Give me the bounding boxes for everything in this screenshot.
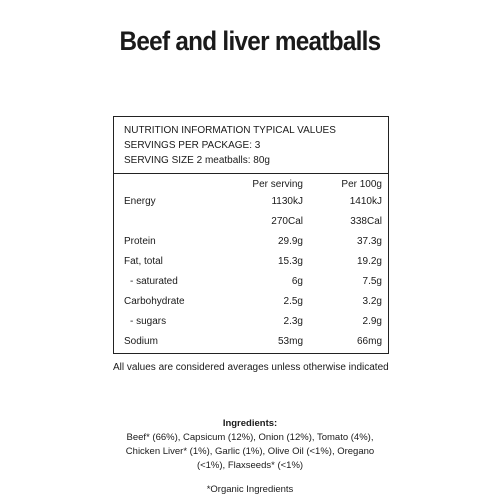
- per-100g-value: 3.2g: [362, 296, 382, 307]
- organic-note: *Organic Ingredients: [206, 484, 294, 495]
- nutrition-header: [124, 123, 336, 168]
- row-label: Fat, total: [124, 256, 163, 267]
- nutrition-row-protein: [114, 235, 388, 249]
- column-headers: [114, 178, 388, 192]
- nutrition-row-energy-cal: [114, 215, 388, 229]
- header-divider: [114, 173, 388, 174]
- per-100g-value: 338Cal: [350, 216, 382, 227]
- per-100g-value: 7.5g: [362, 276, 382, 287]
- per-serving-value: 2.5g: [283, 296, 303, 307]
- nutrition-row-sugars: [114, 315, 388, 329]
- servings-per-package: SERVINGS PER PACKAGE: 3: [124, 140, 261, 151]
- row-label: - sugars: [130, 316, 167, 327]
- nutrition-row-energy: [114, 195, 388, 209]
- row-label: Energy: [124, 196, 156, 207]
- page-title: Beef and liver meatballs: [119, 26, 381, 56]
- ingredients-list: Beef* (66%), Capsicum (12%), Onion (12%), Tomato (4%), Chicken Liver* (1%), Garlic (1%), Olive Oil (<1%), Oregano (<1%), Flaxseeds* (<1%): [125, 432, 375, 471]
- row-label: - saturated: [130, 276, 178, 287]
- row-label: Protein: [124, 236, 156, 247]
- per-100g-value: 1410kJ: [349, 196, 382, 207]
- per-serving-value: 29.9g: [277, 236, 303, 247]
- nutrition-panel: [113, 116, 389, 354]
- nutrition-row-saturated: [114, 275, 388, 289]
- per-serving-value: 2.3g: [283, 316, 303, 327]
- per-100g-value: 66mg: [356, 336, 382, 347]
- per-100g-value: 37.3g: [356, 236, 382, 247]
- nutrition-row-sodium: [114, 335, 388, 349]
- per-serving-value: 1130kJ: [271, 196, 303, 207]
- ingredients-title: Ingredients:: [222, 418, 278, 429]
- per-serving-value: 15.3g: [277, 256, 303, 267]
- per-100g-value: 19.2g: [356, 256, 382, 267]
- serving-size: SERVING SIZE 2 meatballs: 80g: [124, 155, 270, 166]
- column-header-per-serving: Per serving: [252, 179, 303, 190]
- column-header-per-100g: Per 100g: [341, 179, 382, 190]
- per-serving-value: 6g: [291, 276, 303, 287]
- averages-note: All values are considered averages unless otherwise indicated: [113, 362, 389, 373]
- nutrition-row-carbohydrate: [114, 295, 388, 309]
- nutrition-row-fat-total: [114, 255, 388, 269]
- ingredients-section: [0, 417, 500, 473]
- per-100g-value: 2.9g: [362, 316, 382, 327]
- per-serving-value: 270Cal: [271, 216, 303, 227]
- nutrition-heading: NUTRITION INFORMATION TYPICAL VALUES: [124, 125, 336, 136]
- row-label: Carbohydrate: [124, 296, 185, 307]
- row-label: Sodium: [124, 336, 158, 347]
- per-serving-value: 53mg: [277, 336, 303, 347]
